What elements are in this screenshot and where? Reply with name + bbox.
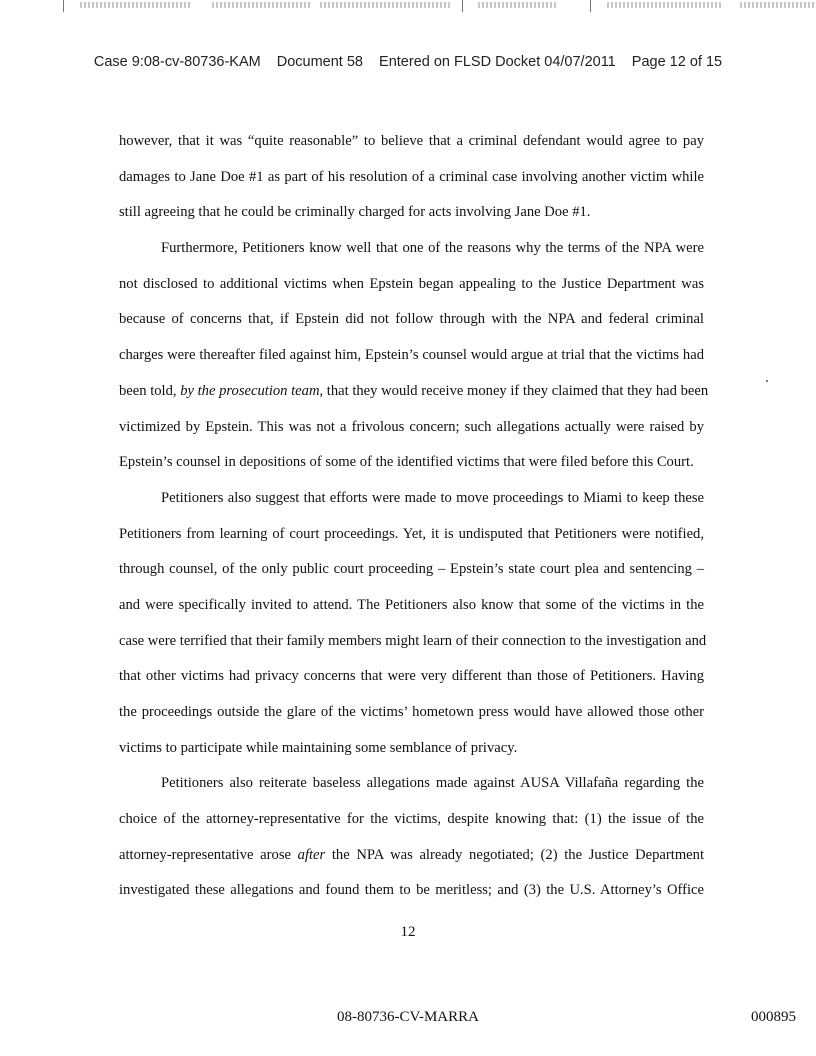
- text-line: Epstein’s counsel in depositions of some of the identified victims that were filed before this Court.: [119, 454, 694, 471]
- emphasized-text: after: [297, 846, 326, 863]
- text-line: choice of the attorney-representative for the victims, despite knowing that: (1) the issue of the: [119, 811, 704, 828]
- page-number: 12: [400, 924, 416, 940]
- text-line: damages to Jane Doe #1 as part of his resolution of a criminal case involving another victim while: [119, 168, 704, 185]
- text-line: not disclosed to additional victims when Epstein began appealing to the Justice Department was: [119, 275, 704, 292]
- text-line: through counsel, of the only public court proceeding – Epstein’s state court plea and sentencing –: [119, 561, 704, 578]
- text-line: victimized by Epstein. This was not a frivolous concern; such allegations actually were raised by: [119, 418, 704, 435]
- text-line: [119, 838, 704, 874]
- case-number: Case 9:08-cv-80736-KAM: [93, 54, 261, 70]
- text-line: however, that it was “quite reasonable” to believe that a criminal defendant would agree to pay: [119, 133, 704, 149]
- text-line: the proceedings outside the glare of the victims’ hometown press would have allowed those other: [119, 704, 704, 720]
- text-line: charges were thereafter filed against him, Epstein’s counsel would argue at trial that the victims had: [119, 347, 704, 364]
- docket-entry: Entered on FLSD Docket 04/07/2011: [379, 54, 616, 70]
- scan-artifact-strip: [0, 0, 816, 14]
- text-line: and were specifically invited to attend. The Petitioners also know that some of the victims in the: [119, 596, 704, 613]
- document-body: [119, 124, 709, 909]
- text-line: case were terrified that their family members might learn of their connection to the investigation and: [119, 632, 707, 649]
- text-segment: attorney-representative arose: [119, 846, 298, 863]
- text-segment: been told,: [119, 382, 181, 399]
- ecf-header: [0, 54, 816, 70]
- bates-case-label: 08-80736-CV-MARRA: [337, 1009, 479, 1025]
- paragraph-start-line: Furthermore, Petitioners know well that one of the reasons why the terms of the NPA were: [161, 240, 704, 257]
- document-number: Document 58: [276, 54, 363, 70]
- text-line: Petitioners from learning of court proceedings. Yet, it is undisputed that Petitioners were notified,: [119, 525, 704, 542]
- paragraph-start-line: Petitioners also reiterate baseless allegations made against AUSA Villafaña regarding the: [161, 775, 704, 792]
- page-count: Page 12 of 15: [631, 54, 723, 70]
- text-line: victims to participate while maintaining some semblance of privacy.: [119, 739, 518, 756]
- emphasized-text: by the prosecution team: [180, 382, 320, 399]
- text-segment: the NPA was already negotiated; (2) the Justice Department: [325, 846, 704, 863]
- text-line: because of concerns that, if Epstein did not follow through with the NPA and federal criminal: [119, 311, 704, 328]
- text-segment: , that they would receive money if they claimed that they had been: [319, 382, 709, 399]
- text-line: that other victims had privacy concerns that were very different than those of Petitioners. Having: [119, 668, 704, 685]
- text-line: investigated these allegations and found them to be meritless; and (3) the U.S. Attorney’s Office: [119, 882, 704, 899]
- text-line: [119, 374, 709, 410]
- paragraph-start-line: Petitioners also suggest that efforts were made to move proceedings to Miami to keep these: [161, 489, 704, 506]
- scan-speck: [766, 380, 768, 382]
- bates-number: 000895: [751, 1009, 796, 1025]
- text-line: still agreeing that he could be criminally charged for acts involving Jane Doe #1.: [119, 204, 591, 221]
